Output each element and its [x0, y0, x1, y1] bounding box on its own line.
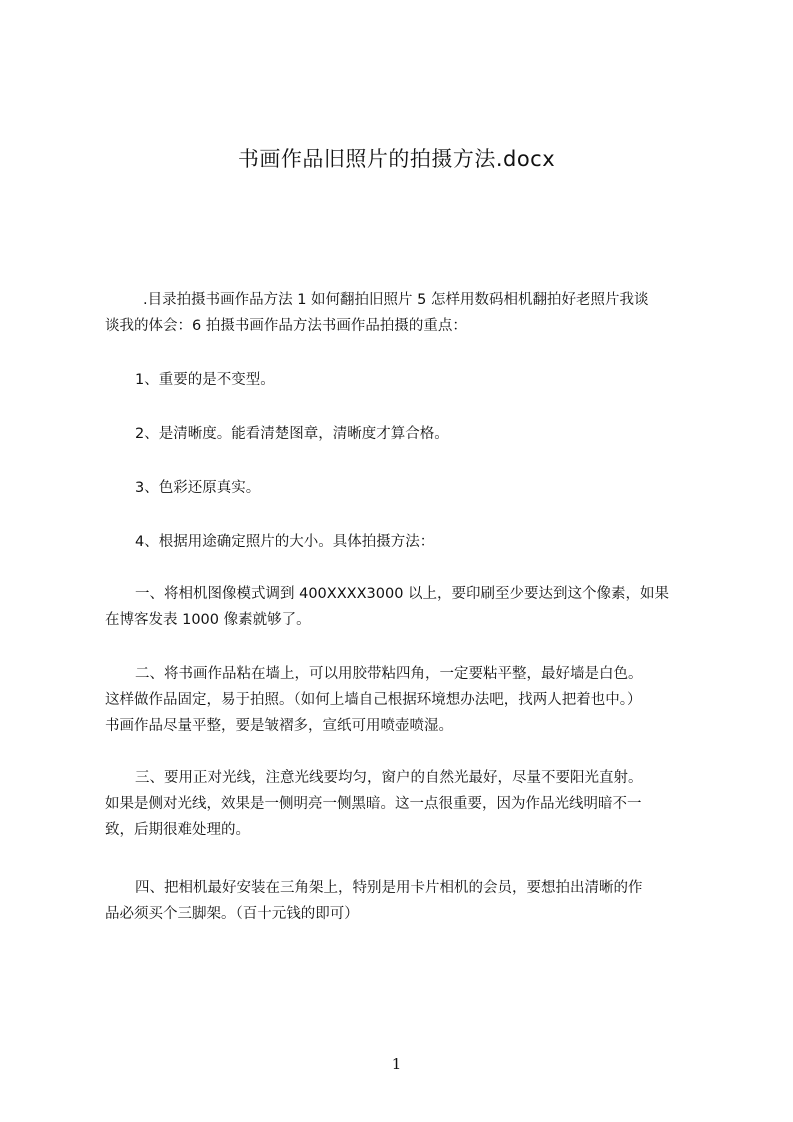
paragraph-line: 4、根据用途确定照片的大小。具体拍摄方法： — [135, 534, 435, 550]
paragraph-line: 品必须买个三脚架。（百十元钱的即可） — [105, 906, 359, 922]
paragraph-step-1 — [105, 581, 700, 633]
paragraph-line: 在博客发表 1000 像素就够了。 — [105, 612, 311, 628]
paragraph-line: .目录拍摄书画作品方法 1 如何翻拍旧照片 5 怎样用数码相机翻拍好老照片我谈 — [143, 292, 649, 308]
paragraph-line: 谈我的体会：6 拍摄书画作品方法书画作品拍摄的重点： — [105, 318, 467, 334]
paragraph-line: 二、将书画作品粘在墙上，可以用胶带粘四角，一定要粘平整，最好墙是白色。 — [135, 666, 643, 682]
paragraph-point-3 — [105, 475, 700, 501]
paragraph-step-2 — [105, 661, 700, 739]
paragraph-point-4 — [105, 529, 700, 555]
paragraph-point-1 — [105, 367, 700, 393]
paragraph-step-3 — [105, 765, 700, 843]
paragraph-line: 一、将相机图像模式调到 400XXXX3000 以上，要印刷至少要达到这个像素，如果 — [135, 586, 670, 602]
paragraph-line: 1、重要的是不变型。 — [135, 372, 275, 388]
paragraph-line: 如果是侧对光线，效果是一侧明亮一侧黑暗。这一点很重要，因为作品光线明暗不一 — [105, 796, 642, 812]
paragraph-line: 致，后期很难处理的。 — [105, 822, 250, 838]
paragraph-line: 3、色彩还原真实。 — [135, 480, 261, 496]
paragraph-line: 2、是清晰度。能看清楚图章，清晰度才算合格。 — [135, 426, 449, 442]
paragraph-line: 书画作品尽量平整，要是皱褶多，宣纸可用喷壶喷湿。 — [105, 718, 453, 734]
paragraph-toc — [105, 287, 700, 339]
paragraph-step-4 — [105, 875, 700, 927]
paragraph-line: 这样做作品固定，易于拍照。（如何上墙自己根据环境想办法吧，找两人把着也中。） — [105, 692, 642, 708]
paragraph-line: 三、要用正对光线，注意光线要均匀，窗户的自然光最好，尽量不要阳光直射。 — [135, 770, 643, 786]
page-number: 1 — [391, 1055, 402, 1073]
paragraph-line: 四、把相机最好安装在三角架上，特别是用卡片相机的会员，要想拍出清晰的作 — [135, 880, 643, 896]
document-title: 书画作品旧照片的拍摄方法.docx — [237, 147, 556, 171]
paragraph-point-2 — [105, 421, 700, 447]
